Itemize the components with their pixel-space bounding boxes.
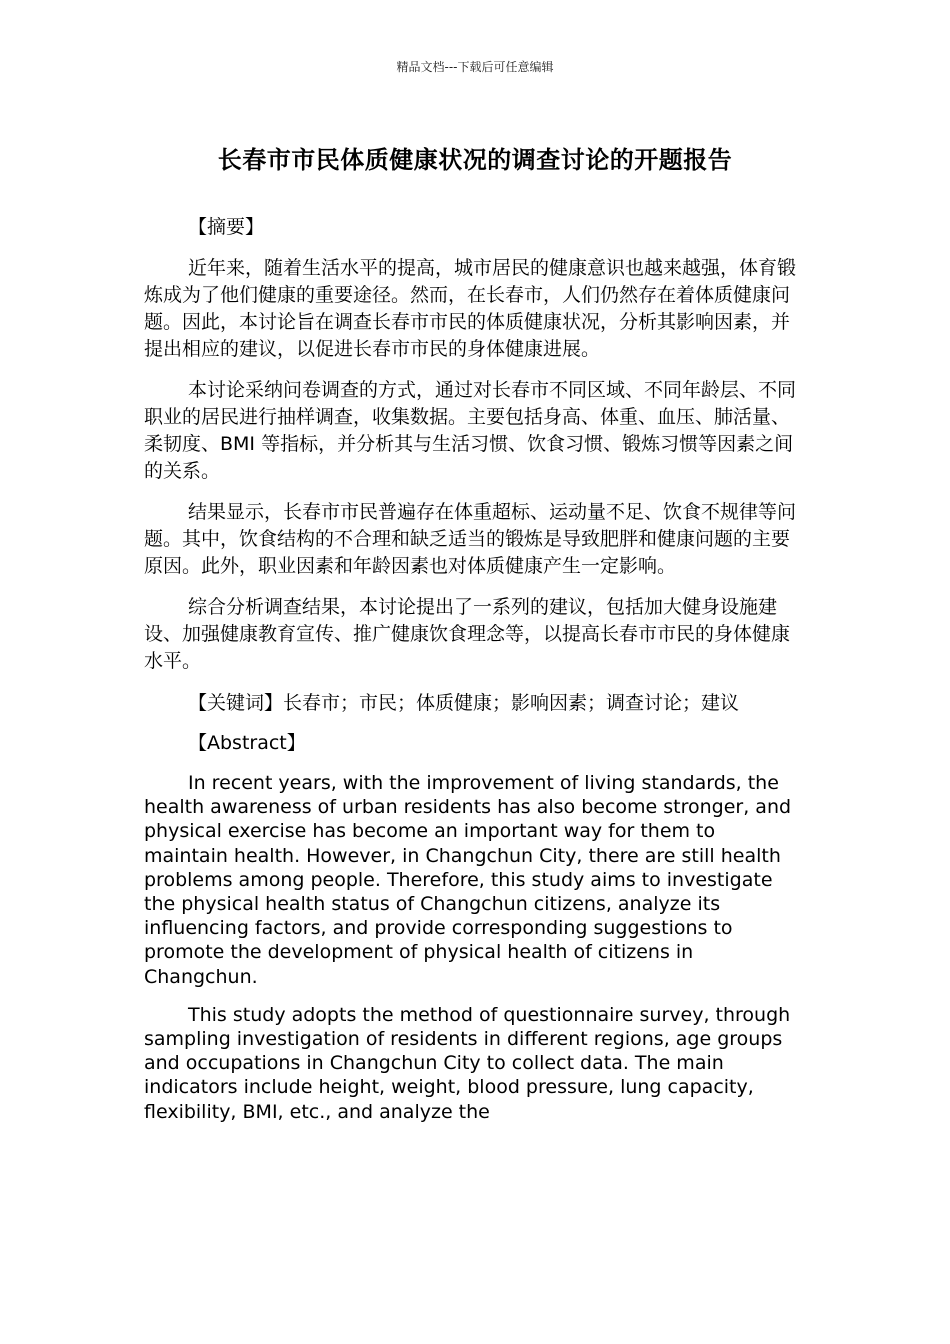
document-title: 长春市市民体质健康状况的调查讨论的开题报告 [217, 146, 733, 174]
document-body [144, 213, 804, 1138]
abstract-en-paragraph-1: In recent years, with the improvement of living standards, the health awareness of urban residents has also become stronger, and physical exercise has become an important way for them to maintain health. However, in Changchun City, there are still health problems among people. Therefore, this study aims to investigate the physical health status of Changchun citizens, analyze its influencing factors, and provide corresponding suggestions to promote the development of physical health of citizens in Changchun. [144, 772, 792, 988]
page-header-note: 精品文档---下载后可任意编辑 [396, 60, 554, 74]
abstract-cn-label: 【摘要】 [188, 216, 265, 238]
abstract-en-label: 【Abstract】 [188, 732, 306, 754]
abstract-cn-paragraph-1: 近年来，随着生活水平的提高，城市居民的健康意识也越来越强，体育锻炼成为了他们健康的重要途径。然而，在长春市，人们仍然存在着体质健康问题。因此，本讨论旨在调查长春市市民的体质健康状况，分析其影响因素，并提出相应的建议，以促进长春市市民的身体健康进展。 [144, 257, 797, 360]
keywords-line: 【关键词】长春市；市民；体质健康；影响因素；调查讨论；建议 [188, 692, 740, 714]
abstract-en-paragraph-2: This study adopts the method of questionnaire survey, through sampling investigation of residents in different regions, age groups and occupations in Changchun City to collect data. The main indicators include height, weight, blood pressure, lung capacity, flexibility, BMI, etc., and analyze the [144, 1003, 791, 1123]
abstract-cn-paragraph-4: 综合分析调查结果，本讨论提出了一系列的建议，包括加大健身设施建设、加强健康教育宣传、推广健康饮食理念等，以提高长春市市民的身体健康水平。 [144, 596, 791, 672]
abstract-cn-paragraph-2: 本讨论采纳问卷调查的方式，通过对长春市不同区域、不同年龄层、不同职业的居民进行抽样调查，收集数据。主要包括身高、体重、血压、肺活量、柔韧度、BMI 等指标，并分析其与生活习惯、饮食习惯、锻炼习惯等因素之间的关系。 [144, 379, 797, 482]
abstract-cn-paragraph-3: 结果显示，长春市市民普遍存在体重超标、运动量不足、饮食不规律等问题。其中，饮食结构的不合理和缺乏适当的锻炼是导致肥胖和健康问题的主要原因。此外，职业因素和年龄因素也对体质健康产生一定影响。 [144, 501, 797, 577]
